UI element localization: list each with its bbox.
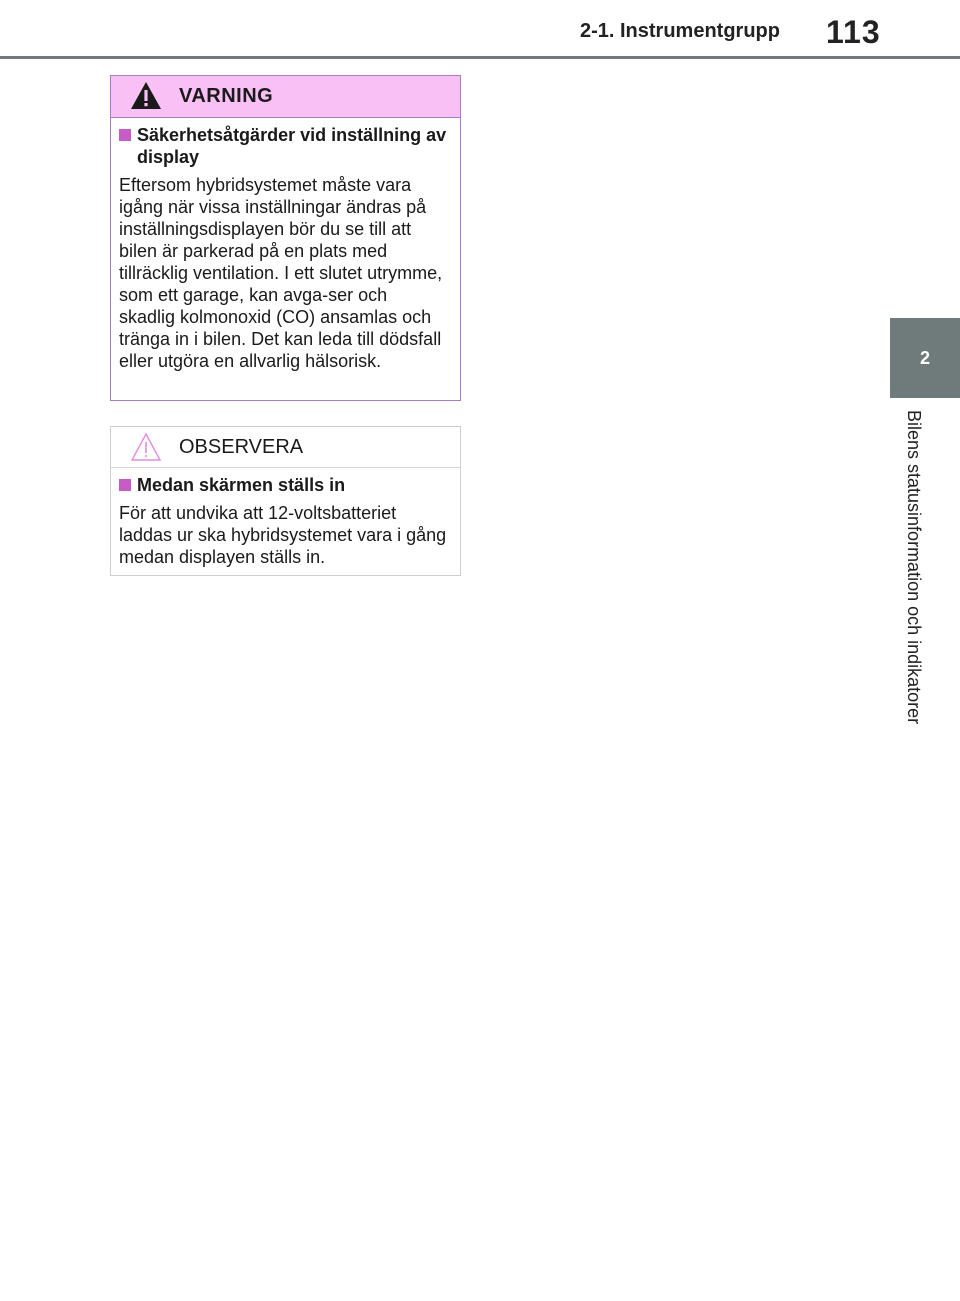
chapter-tab (890, 318, 960, 398)
warning-body (111, 118, 460, 372)
notice-heading-text: Medan skärmen ställs in (137, 475, 346, 495)
notice-body (111, 468, 460, 568)
header-rule (0, 56, 960, 59)
section-title: 2-1. Instrumentgrupp (579, 20, 780, 42)
warning-box (110, 75, 461, 401)
chapter-number: 2 (919, 347, 930, 368)
warning-text: Eftersom hybridsystemet måste vara igång när vissa inställningar ändras på inställningsdisplayen bör du se till att bilen är parkerad på en plats med tillräcklig ventilation. I ett slutet utrymme, som ett garage, kan avga-ser och skadlig kolmonoxid (CO) ansamlas och tränga in i bilen. Det kan leda till dödsfall eller utgöra en allvarlig hälsorisk. (119, 175, 443, 371)
chapter-title: Bilens statusinformation och indikatorer (904, 410, 924, 725)
warning-title: VARNING (179, 85, 274, 107)
page-number: 113 (826, 14, 881, 50)
notice-header (111, 427, 460, 468)
warning-heading (119, 124, 448, 168)
notice-box (110, 426, 461, 576)
caution-outline-triangle-icon (129, 431, 163, 463)
bullet-square-icon (119, 129, 131, 141)
bullet-square-icon (119, 479, 131, 491)
warning-triangle-icon (129, 80, 163, 112)
notice-heading (119, 474, 448, 496)
notice-title: OBSERVERA (179, 436, 304, 458)
warning-header (111, 76, 460, 118)
warning-heading-text: Säkerhetsåtgärder vid inställning av display (137, 125, 447, 167)
notice-text: För att undvika att 12-voltsbatteriet laddas ur ska hybridsystemet vara i gång medan displayen ställs in. (119, 503, 447, 567)
